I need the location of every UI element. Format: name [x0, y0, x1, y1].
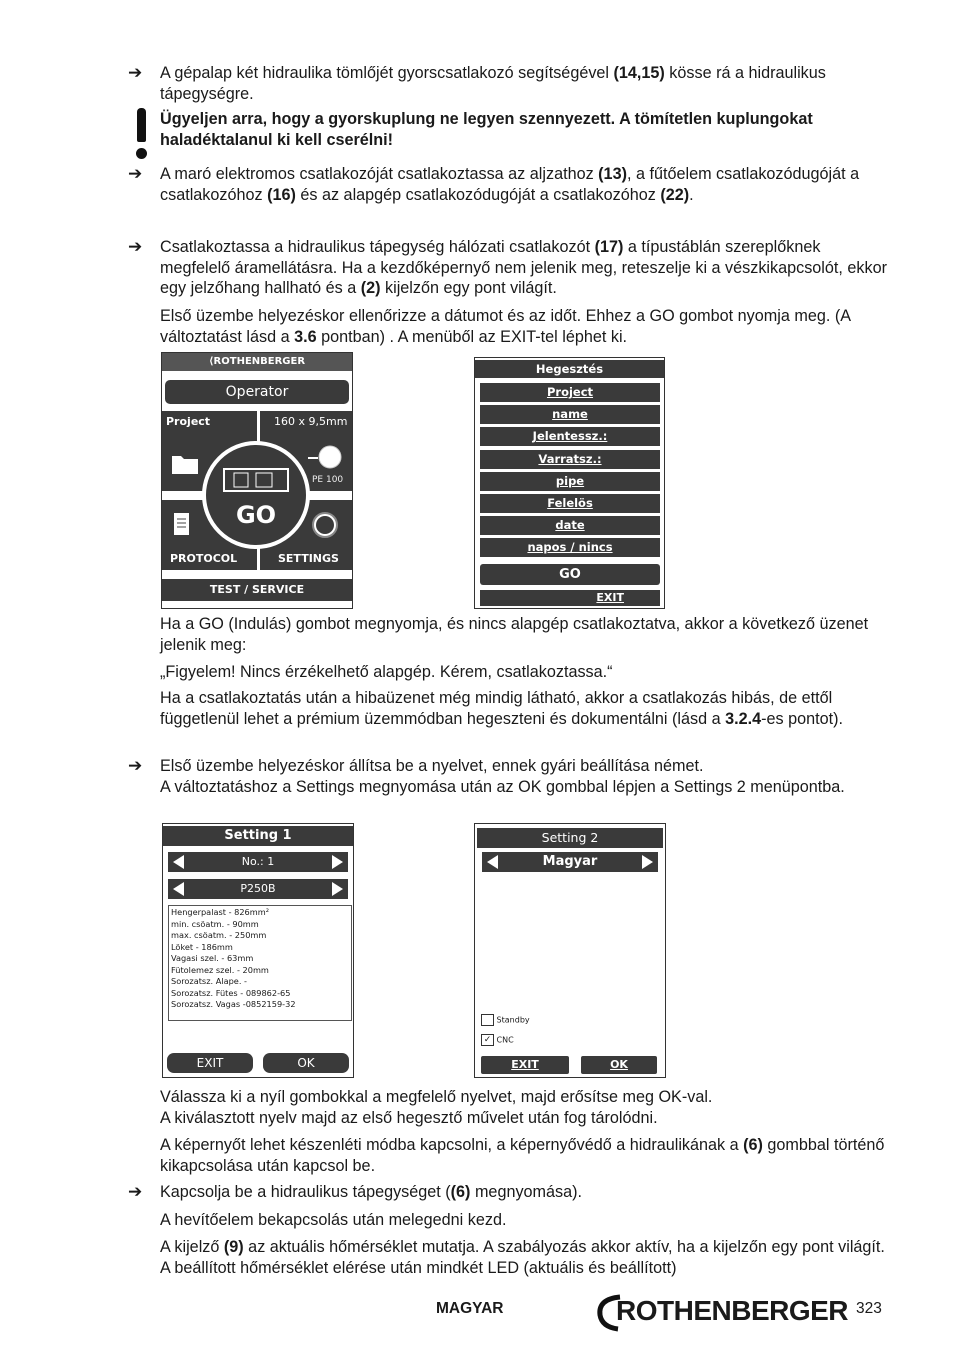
paragraph-heating: A hevítőelem bekapcsolás után melegedni kezd.: [160, 1211, 507, 1229]
info-line: Vagasi szel. - 63mm: [171, 953, 254, 963]
paragraph-quote: „Figyelem! Nincs érzékelhető alapgép. Kérem, csatlakoztassa.“: [160, 663, 613, 681]
pipe-dimension: 160 x 9,5mm: [274, 415, 348, 428]
paragraph-go-message: Ha a GO (Indulás) gombot megnyomja, és nincs alapgép csatlakoztatva, akkor a következő üzenet jelenik meg:: [160, 615, 869, 654]
paragraph-error-note: Ha a csatlakoztatás után a hibaüzenet még mindig látható, akkor a csatlakozás hibás, de ettől függetlenül lehet a prémium üzemmódban hegeszteni és dokumentálni (lásd a 3.2.4-es pontot).: [160, 689, 844, 728]
model-value: P250B: [240, 882, 276, 895]
arrow-left-icon[interactable]: [173, 882, 184, 896]
arrow-icon: ➔: [128, 63, 143, 82]
paragraph-electric-connect: A maró elektromos csatlakozóját csatlakoztassa az aljzathoz (13), a fűtőelem csatlakozódugóját a csatlakozóhoz (16) és az alapgép csatlakozódugóját a csatlakozóhoz (22).: [160, 165, 860, 204]
arrow-icon: ➔: [128, 237, 143, 256]
info-line: min. csöatm. - 90mm: [171, 918, 259, 929]
page-number: 323: [856, 1300, 882, 1317]
footer-language: MAGYAR: [436, 1300, 504, 1317]
welding-title: Hegesztés: [475, 360, 664, 378]
document-icon: [172, 512, 192, 538]
weld-row-shift[interactable]: napos / nincs: [480, 538, 660, 557]
material-label: PE 100: [312, 475, 344, 485]
weld-go-button[interactable]: GO: [480, 564, 660, 585]
paragraph-display-temp: A kijelző (9) az aktuális hőmérséklet mutatja. A szabályozás akkor aktív, ha a kijelzőn egy pont világít. A beállított hőmérséklet elérése után mindkét LED (aktuális és beállított): [160, 1238, 885, 1277]
weld-row-pipe[interactable]: pipe: [480, 472, 660, 491]
weld-exit-button[interactable]: [480, 590, 660, 606]
standby-checkbox[interactable]: [481, 1014, 494, 1026]
rothenberger-logo: [594, 1293, 849, 1333]
arrow-icon: ➔: [128, 164, 143, 183]
weld-row-seam[interactable]: Varratsz.:: [480, 450, 660, 469]
ok-button[interactable]: OK: [581, 1056, 657, 1074]
warning-text: Ügyeljen arra, hogy a gyorskuplung ne legyen szennyezett. A tömítetlen kuplungokat haladéktalanul ki kell cserélni!: [160, 110, 813, 149]
number-value: No.: 1: [241, 855, 275, 868]
arrow-right-icon[interactable]: [332, 855, 343, 869]
weld-row-responsible[interactable]: Felelös: [480, 494, 660, 513]
welding-screen: [474, 357, 665, 609]
info-line: Sorozatsz. Fütes - 089862-65: [171, 987, 291, 998]
test-service-button[interactable]: TEST / SERVICE: [162, 579, 352, 601]
paragraph-power-on: Kapcsolja be a hidraulikus tápegységet ((6) megnyomása).: [160, 1183, 583, 1201]
setting1-screen: [162, 823, 354, 1078]
arrow-left-icon[interactable]: [487, 855, 498, 869]
paragraph-standby: A képernyőt lehet készenléti módba kapcsolni, a képernyővédő a hidraulikának a (6) gombbal történő kikapcsolása után kapcsol be.: [160, 1136, 885, 1175]
logo-text: ROTHENBERGER: [616, 1295, 849, 1326]
weld-row-name[interactable]: name: [480, 405, 660, 424]
standby-option[interactable]: [481, 1014, 530, 1026]
info-line: Löket - 186mm: [171, 941, 233, 952]
info-line: max. csöatm. - 250mm: [171, 930, 267, 940]
logo-hook-icon: ⟨: [208, 356, 214, 367]
arrow-icon: ➔: [128, 1182, 143, 1201]
setting1-title: Setting 1: [163, 826, 353, 846]
ok-button[interactable]: OK: [263, 1053, 349, 1073]
project-label: Project: [166, 415, 211, 428]
paragraph-language: Első üzembe helyezéskor állítsa be a nyelvet, ennek gyári beállítása német. A változtatáshoz a Settings megnyomása után az OK gombbal lépjen a Settings 2 menüpontba.: [160, 757, 845, 796]
exit-label: EXIT: [596, 591, 624, 604]
language-value: Magyar: [542, 854, 598, 869]
brand-bar: ⟨ROTHENBERGER: [162, 353, 352, 371]
weld-row-project[interactable]: Project: [480, 383, 660, 402]
folder-icon: [170, 451, 200, 475]
info-line: Sorozatsz. Alape. -: [171, 976, 247, 986]
operator-screen: [161, 352, 353, 609]
setting2-screen: [474, 823, 666, 1078]
arrow-left-icon[interactable]: [173, 855, 184, 869]
info-line: Sorozatsz. Vagas -0852159-32: [171, 999, 296, 1009]
arrow-right-icon[interactable]: [332, 882, 343, 896]
exit-button[interactable]: EXIT: [481, 1056, 569, 1074]
standby-label: Standby: [496, 1015, 530, 1025]
model-selector[interactable]: [168, 879, 348, 899]
settings-label: SETTINGS: [278, 552, 339, 565]
go-label: GO: [235, 501, 277, 529]
gear-icon: [310, 510, 340, 540]
paragraph-hose-connect: A gépalap két hidraulika tömlőjét gyorscsatlakozó segítségével (14,15) kösse rá a hidraulikus tápegységre.: [160, 64, 826, 103]
exit-button[interactable]: EXIT: [167, 1053, 253, 1073]
arrow-icon: ➔: [128, 756, 143, 775]
cnc-label: CNC: [496, 1035, 514, 1045]
setting2-title: Setting 2: [477, 828, 663, 848]
machine-info-box: [168, 905, 352, 1021]
number-selector[interactable]: [168, 852, 348, 872]
arrow-right-icon[interactable]: [642, 855, 653, 869]
cnc-option[interactable]: [481, 1034, 514, 1046]
info-line: Fütolemez szel. - 20mm: [171, 964, 269, 975]
machine-icon: [220, 463, 292, 497]
go-button[interactable]: [202, 441, 310, 549]
warning-icon: [131, 108, 151, 160]
weld-row-date[interactable]: date: [480, 516, 660, 535]
protocol-label: PROTOCOL: [170, 552, 238, 565]
cnc-checkbox-checked-icon[interactable]: ✓: [481, 1034, 494, 1046]
language-selector[interactable]: [482, 852, 658, 872]
pipe-icon: [308, 443, 348, 473]
paragraph-power-connect: Csatlakoztassa a hidraulikus tápegység hálózati csatlakozót (17) a típustáblán szereplőknek megfelelő áramellátásra. Ha a kezdőképernyő nem jelenik meg, reteszelje ki a vészkikapcsolót, ekkor egy jelzőhang hallható és a (2) kijelzőn egy pont világít.: [160, 238, 887, 297]
paragraph-first-setup: Első üzembe helyezéskor ellenőrizze a dátumot és az időt. Ehhez a GO gombot nyomja meg. (A változtatást lásd a 3.6 pontban) . A menüből az EXIT-tel léphet ki.: [160, 307, 851, 346]
weld-row-report[interactable]: Jelentessz.:: [480, 427, 660, 446]
info-line: Hengerpalast - 826mm²: [171, 907, 269, 917]
paragraph-select-language: Válassza ki a nyíl gombokkal a megfelelő nyelvet, majd erősítse meg OK-val. A kiválasztott nyelv majd az első hegesztő művelet után fog tárolódni.: [160, 1088, 713, 1127]
operator-button[interactable]: Operator: [165, 380, 349, 404]
